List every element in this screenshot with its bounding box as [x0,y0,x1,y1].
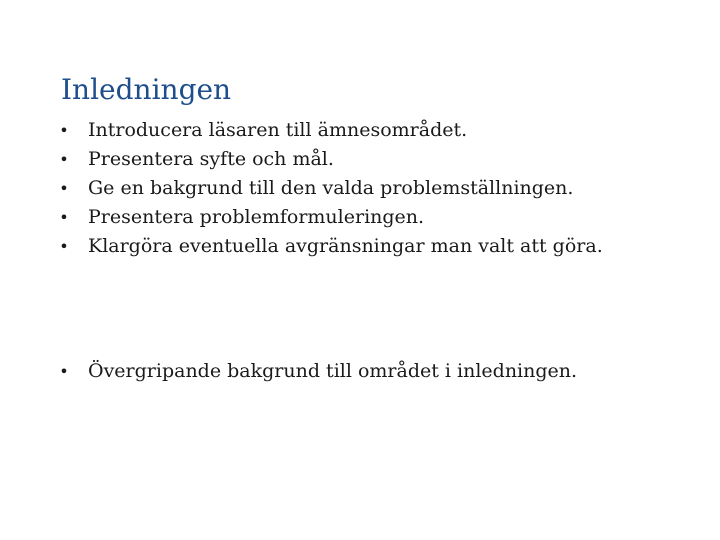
bullet-text: Ge en bakgrund till den valda problemställningen. [88,177,574,199]
bullet-item [58,145,708,174]
slide-title: Inledningen [61,73,232,106]
bullet-icon: • [59,208,69,227]
bullet-text: Presentera syfte och mål. [88,148,334,170]
bullet-icon: • [59,121,69,140]
bullet-icon: • [59,150,69,169]
bullet-text: Introducera läsaren till ämnesområdet. [88,119,468,141]
bullet-item [58,232,708,261]
bullet-item [58,357,708,386]
bullet-text: Presentera problemformuleringen. [88,206,425,228]
bullet-icon: • [59,362,69,381]
bullet-item [58,174,708,203]
bullet-icon: • [59,179,69,198]
secondary-bullet-list [58,357,708,386]
bullet-text: Övergripande bakgrund till området i inledningen. [88,360,578,382]
bullet-item [58,203,708,232]
bullet-text: Klargöra eventuella avgränsningar man valt att göra. [88,235,603,257]
bullet-item [58,116,708,145]
bullet-list [58,116,708,261]
bullet-icon: • [59,237,69,256]
